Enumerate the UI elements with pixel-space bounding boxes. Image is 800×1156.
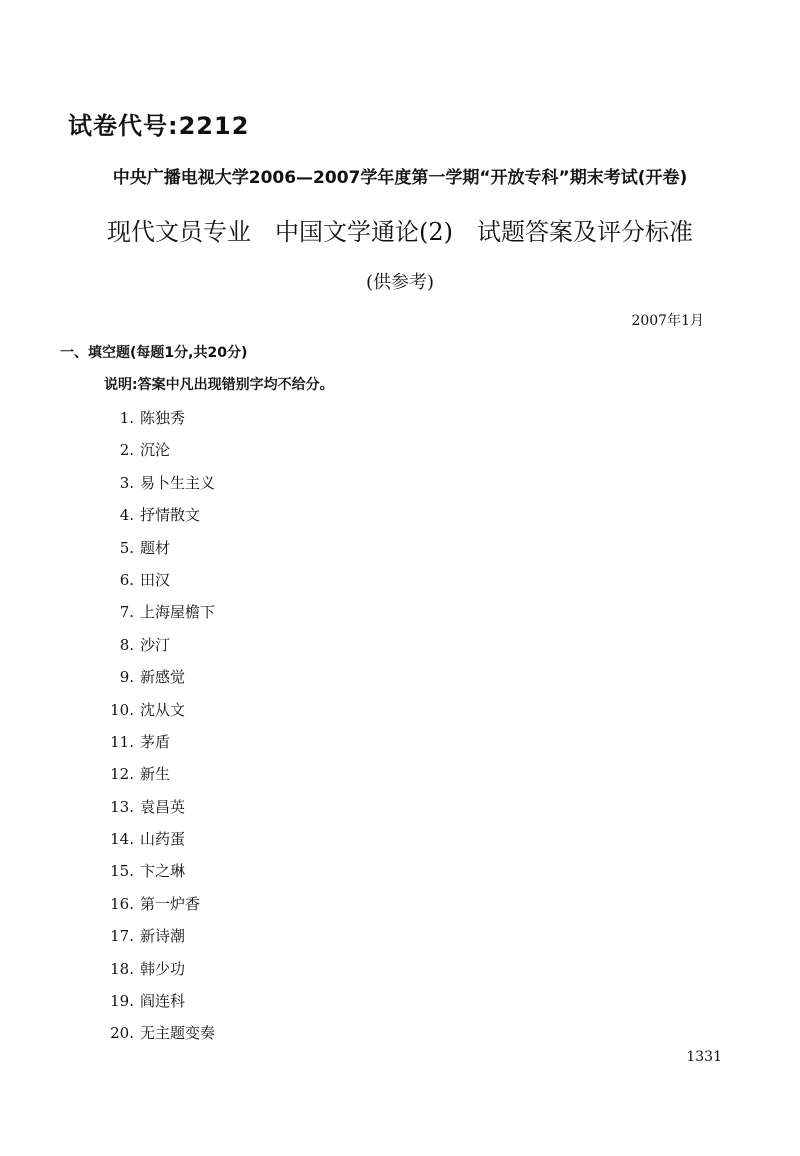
answer-text: 韩少功 xyxy=(140,959,186,978)
answer-number: 16. xyxy=(110,894,134,913)
answer-number: 17. xyxy=(110,927,134,946)
answer-text: 第一炉香 xyxy=(140,894,201,913)
answer-number: 15. xyxy=(110,862,134,881)
answer-number: 2. xyxy=(119,441,134,460)
answer-number: 6. xyxy=(119,570,134,589)
answer-text: 无主题变奏 xyxy=(140,1024,216,1043)
list-item xyxy=(100,985,215,1017)
answer-text: 山药蛋 xyxy=(140,830,186,849)
exam-date: 2007年1月 xyxy=(631,313,704,329)
answer-number: 9. xyxy=(119,668,134,687)
answer-text: 抒情散文 xyxy=(140,506,201,525)
answer-number: 13. xyxy=(110,797,134,816)
reference-note: (供参考) xyxy=(365,272,435,293)
exam-title: 中央广播电视大学2006—2007学年度第一学期“开放专科”期末考试(开卷) xyxy=(112,168,688,188)
answer-number: 3. xyxy=(119,473,134,492)
answer-text: 新生 xyxy=(140,765,171,784)
answer-text: 卞之琳 xyxy=(140,862,186,881)
answer-text: 阎连科 xyxy=(140,992,186,1011)
list-item xyxy=(100,823,215,855)
answer-number: 20. xyxy=(110,1024,134,1043)
answer-text: 陈独秀 xyxy=(140,409,186,427)
list-item xyxy=(100,467,215,499)
list-item xyxy=(100,629,215,661)
answer-text: 易卜生主义 xyxy=(140,473,216,492)
answer-number: 14. xyxy=(110,830,134,849)
answer-number: 10. xyxy=(110,700,134,719)
section-title: 一、填空题(每题1分,共20分) xyxy=(60,345,248,361)
subject-title: 现代文员专业 中国文学通论(2) 试题答案及评分标准 xyxy=(107,218,693,246)
answer-number: 12. xyxy=(110,765,134,784)
answer-text: 沈从文 xyxy=(140,700,186,719)
answer-number: 7. xyxy=(119,603,134,622)
list-item xyxy=(100,532,215,564)
answer-number: 5. xyxy=(119,538,134,557)
list-item xyxy=(100,434,215,466)
answer-list xyxy=(100,402,215,1050)
answer-text: 袁昌英 xyxy=(140,797,186,816)
list-item xyxy=(100,726,215,758)
answer-text: 新感觉 xyxy=(140,668,186,687)
answer-number: 8. xyxy=(119,635,134,654)
answer-number: 18. xyxy=(110,959,134,978)
answer-number: 11. xyxy=(110,732,134,751)
list-item xyxy=(100,758,215,790)
answer-text: 沙汀 xyxy=(140,635,171,654)
list-item xyxy=(100,564,215,596)
list-item xyxy=(100,402,215,434)
list-item xyxy=(100,499,215,531)
answer-number: 4. xyxy=(119,506,134,525)
list-item xyxy=(100,791,215,823)
answer-text: 沉沦 xyxy=(140,441,171,460)
paper-code: 试卷代号:2212 xyxy=(68,112,250,140)
answer-text: 题材 xyxy=(140,538,171,557)
section-note: 说明:答案中凡出现错别字均不给分。 xyxy=(104,377,334,393)
list-item xyxy=(100,888,215,920)
answer-text: 茅盾 xyxy=(140,732,171,751)
list-item xyxy=(100,920,215,952)
page-number: 1331 xyxy=(686,1049,722,1065)
list-item xyxy=(100,855,215,887)
list-item xyxy=(100,1017,215,1049)
answer-number: 1. xyxy=(119,409,134,427)
list-item xyxy=(100,953,215,985)
answer-number: 19. xyxy=(110,992,134,1011)
list-item xyxy=(100,694,215,726)
answer-text: 新诗潮 xyxy=(140,927,186,946)
list-item xyxy=(100,596,215,628)
answer-text: 上海屋檐下 xyxy=(140,603,216,622)
answer-text: 田汉 xyxy=(140,570,171,589)
list-item xyxy=(100,661,215,693)
